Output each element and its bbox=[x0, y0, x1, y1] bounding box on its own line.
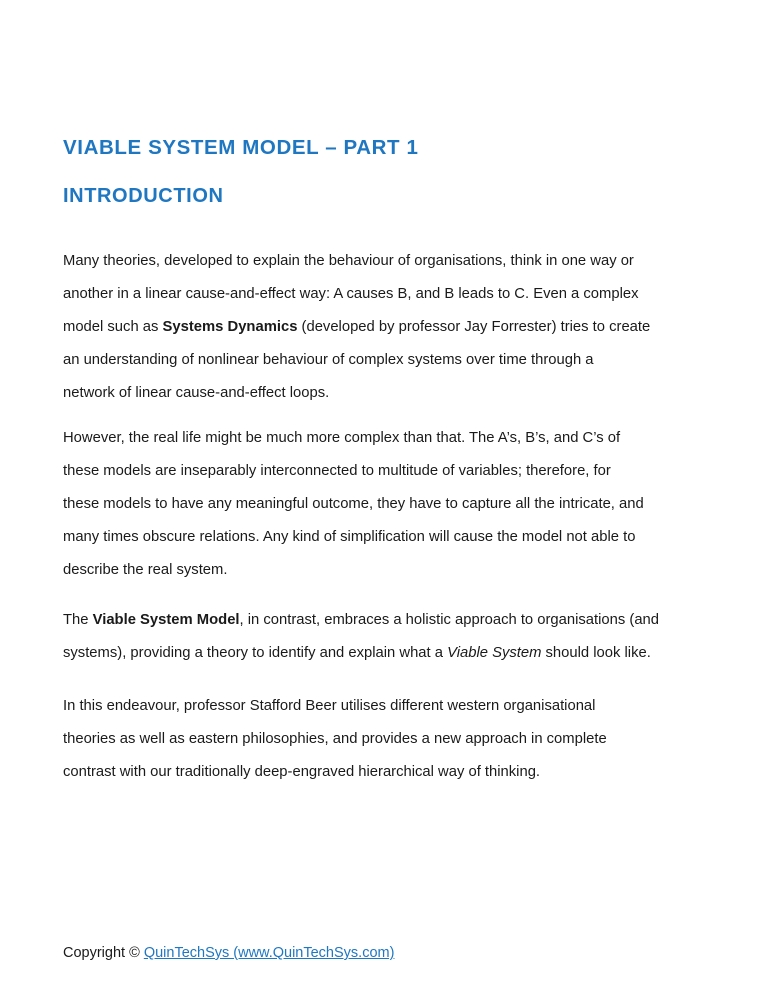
text-segment: systems), providing a theory to identify and explain what a bbox=[63, 645, 448, 661]
bold-term: Viable System Model bbox=[92, 612, 240, 628]
document-page bbox=[63, 0, 723, 994]
paragraph-line bbox=[63, 604, 723, 637]
italic-term: Viable System bbox=[447, 645, 542, 661]
paragraph-line: many times obscure relations. Any kind of simplification will cause the model not able to bbox=[63, 529, 636, 545]
paragraph-line: However, the real life might be much more complex than that. The A’s, B’s, and C’s of bbox=[63, 430, 621, 446]
bold-term: Systems Dynamics bbox=[162, 319, 298, 335]
paragraph-1 bbox=[63, 245, 723, 410]
paragraph-2 bbox=[63, 422, 723, 587]
text-segment: The bbox=[63, 612, 93, 628]
company-link[interactable]: QuinTechSys (www.QuinTechSys.com) bbox=[143, 945, 395, 961]
page-title: VIABLE SYSTEM MODEL – PART 1 bbox=[63, 136, 419, 159]
paragraph-line: Many theories, developed to explain the behaviour of organisations, think in one way or bbox=[63, 253, 634, 269]
paragraph-line: contrast with our traditionally deep-engraved hierarchical way of thinking. bbox=[63, 764, 541, 780]
paragraph-line: In this endeavour, professor Stafford Beer utilises different western organisational bbox=[63, 698, 596, 714]
copyright-footer bbox=[63, 945, 394, 961]
paragraph-line: theories as well as eastern philosophies, and provides a new approach in complete bbox=[63, 731, 607, 747]
paragraph-4 bbox=[63, 690, 723, 789]
paragraph-line: network of linear cause-and-effect loops. bbox=[63, 385, 330, 401]
text-segment: model such as bbox=[63, 319, 163, 335]
paragraph-line: describe the real system. bbox=[63, 562, 228, 578]
text-segment: should look like. bbox=[541, 645, 651, 661]
paragraph-line bbox=[63, 637, 723, 670]
paragraph-line: an understanding of nonlinear behaviour of complex systems over time through a bbox=[63, 352, 594, 368]
copyright-text: Copyright © bbox=[63, 945, 144, 961]
paragraph-line: another in a linear cause-and-effect way: A causes B, and B leads to C. Even a complex bbox=[63, 286, 639, 302]
text-segment: (developed by professor Jay Forrester) tries to create bbox=[297, 319, 651, 335]
paragraph-line: these models are inseparably interconnected to multitude of variables; therefore, for bbox=[63, 463, 611, 479]
text-segment: , in contrast, embraces a holistic approach to organisations (and bbox=[239, 612, 660, 628]
paragraph-line: these models to have any meaningful outcome, they have to capture all the intricate, and bbox=[63, 496, 644, 512]
section-heading: INTRODUCTION bbox=[63, 185, 224, 207]
paragraph-3 bbox=[63, 604, 723, 670]
paragraph-line bbox=[63, 311, 723, 344]
